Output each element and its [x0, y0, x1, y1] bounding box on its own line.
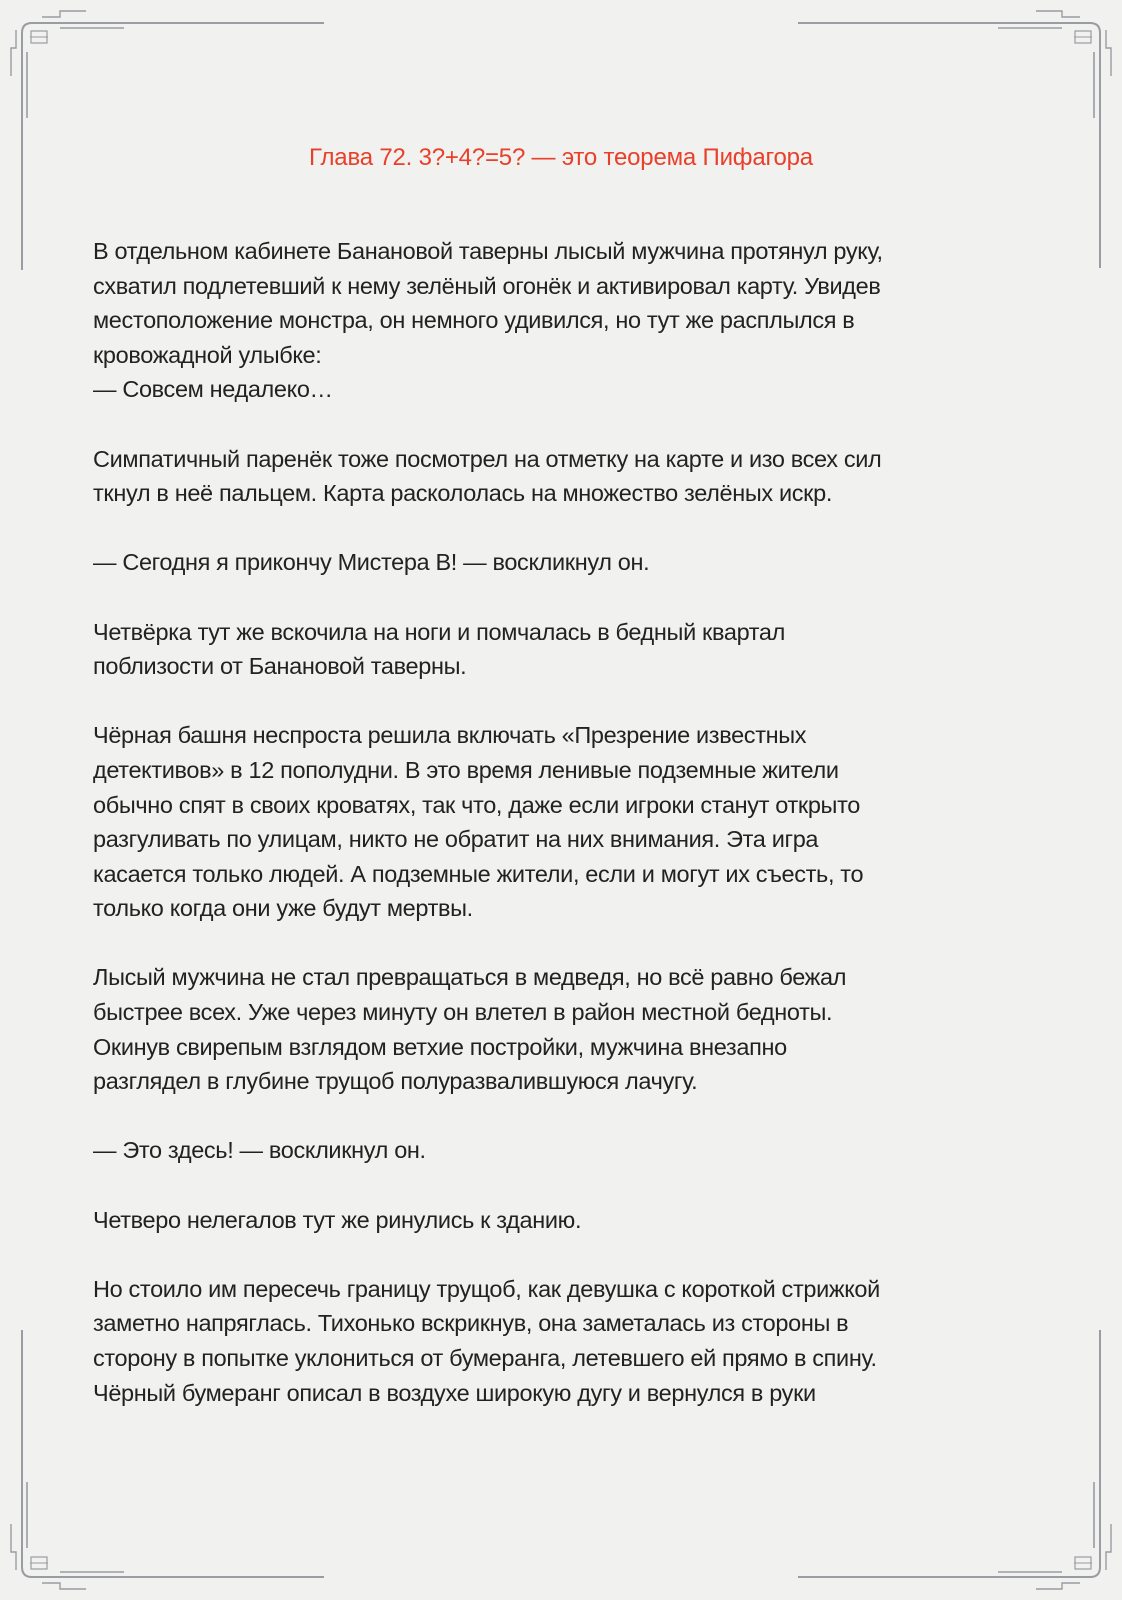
text-line: Чёрный бумеранг описал в воздухе широкую дугу и вернулся в руки	[93, 1379, 816, 1406]
text-line: Но стоило им пересечь границу трущоб, как девушка с короткой стрижкой	[93, 1275, 880, 1302]
paragraph	[93, 442, 1033, 511]
text-line: схватил подлетевший к нему зелёный огонёк и активировал карту. Увидев	[93, 272, 881, 299]
corner-ornament-top-right	[798, 11, 1111, 268]
paragraph	[93, 718, 1033, 926]
paragraph	[93, 960, 1033, 1098]
text-line: В отдельном кабинете Банановой таверны лысый мужчина протянул руку,	[93, 238, 883, 264]
text-line: Четверо нелегалов тут же ринулись к зданию.	[93, 1206, 582, 1233]
text-line: детективов» в 12 пополудни. В это время ленивые подземные жители	[93, 756, 839, 783]
text-line: кровожадной улыбке:	[93, 341, 322, 368]
text-line: касается только людей. А подземные жители, если и могут их съесть, то	[93, 860, 864, 887]
text-line: только когда они уже будут мертвы.	[93, 895, 473, 922]
text-line: Симпатичный паренёк тоже посмотрел на отметку на карте и изо всех сил	[93, 445, 882, 472]
text-line: Чёрная башня неспроста решила включать «Презрение известных	[93, 722, 807, 749]
text-line: сторону в попытке уклониться от бумеранга, летевшего ей прямо в спину.	[93, 1345, 877, 1371]
text-line: — Сегодня я прикончу Мистера B! — воскликнул он.	[93, 549, 650, 576]
chapter-body	[93, 234, 1033, 1445]
paragraph	[93, 1203, 1033, 1238]
text-line: разгуливать по улицам, никто не обратит на них внимания. Эта игра	[93, 826, 819, 853]
text-line: Окинув свирепым взглядом ветхие постройки, мужчина внезапно	[93, 1033, 787, 1060]
text-line: — Совсем недалеко…	[93, 376, 333, 403]
text-line: быстрее всех. Уже через минуту он влетел в район местной бедноты.	[93, 999, 833, 1026]
paragraph	[93, 1133, 1033, 1168]
text-line: заметно напряглась. Тихонько вскрикнув, она заметалась из стороны в	[93, 1310, 849, 1337]
text-line: обычно спят в своих кроватях, так что, даже если игроки станут открыто	[93, 791, 860, 818]
corner-ornament-top-left	[11, 11, 324, 270]
text-line: — Это здесь! — воскликнул он.	[93, 1137, 426, 1164]
chapter-title: Глава 72. 3?+4?=5? — это теорема Пифагора	[309, 144, 813, 171]
text-line: поблизости от Банановой таверны.	[93, 653, 467, 680]
paragraph	[93, 1272, 1033, 1410]
text-line: Четвёрка тут же вскочила на ноги и помчалась в бедный квартал	[93, 618, 786, 645]
paragraph	[93, 545, 1033, 580]
text-line: ткнул в неё пальцем. Карта раскололась на множество зелёных искр.	[93, 480, 832, 507]
text-line: Лысый мужчина не стал превращаться в медведя, но всё равно бежал	[93, 964, 847, 991]
paragraph	[93, 615, 1033, 684]
text-line: разглядел в глубине трущоб полуразвалившуюся лачугу.	[93, 1068, 698, 1095]
paragraph	[93, 234, 1033, 407]
text-line: местоположение монстра, он немного удивился, но тут же расплылся в	[93, 307, 855, 334]
